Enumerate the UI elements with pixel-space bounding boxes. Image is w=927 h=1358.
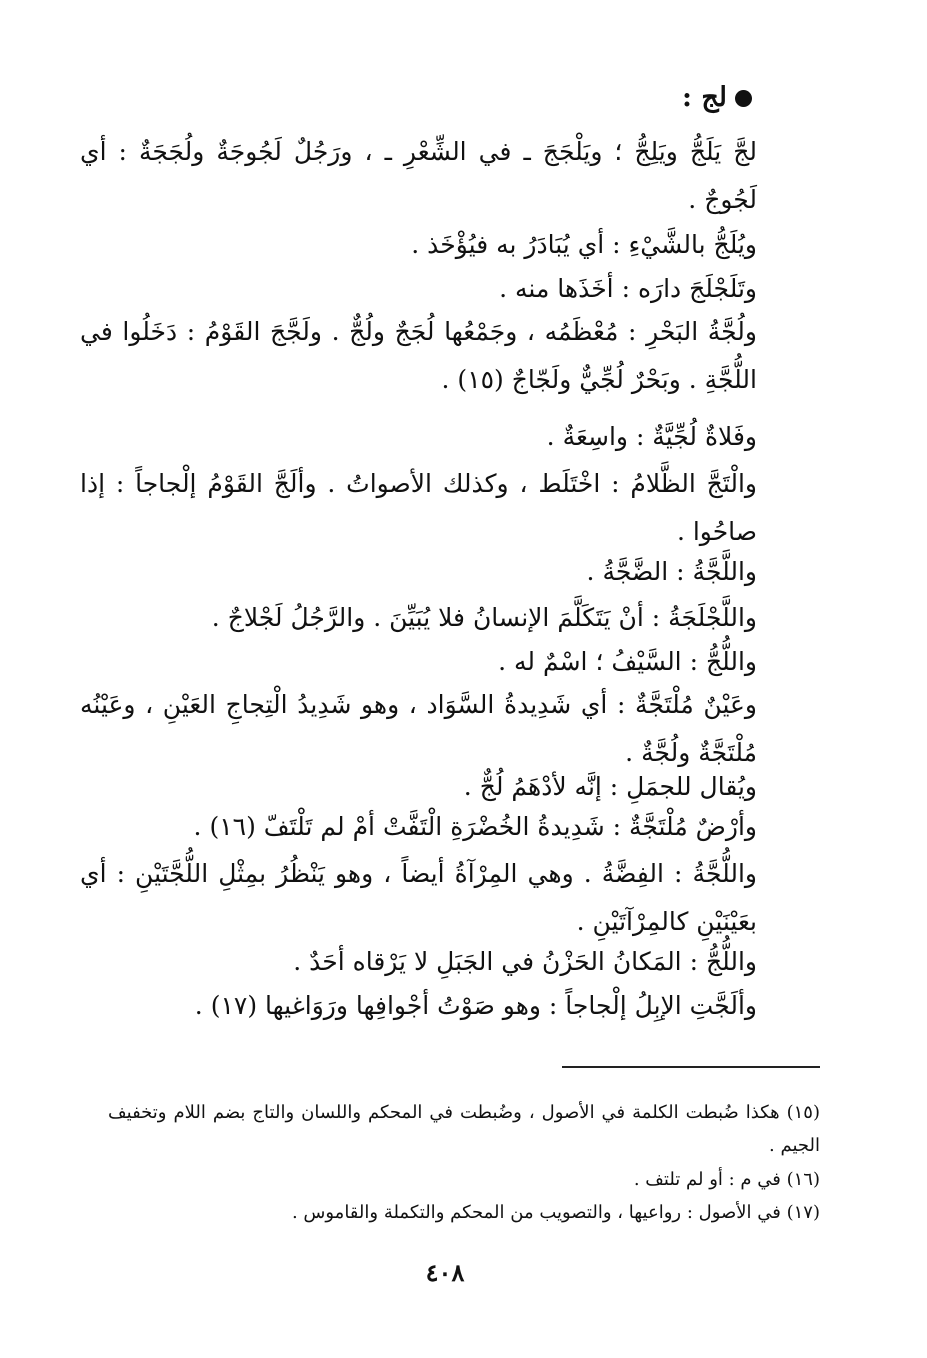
entry-heading [552, 82, 752, 113]
paragraph-15: وألَجَّتِ الإبِلُ إلْجاجاً : وهو صَوْتُ أجْوافِها ورَوَاغيها (١٧) . [194, 991, 757, 1020]
paragraph-12: وأرْضٌ مُلْتَجَّةٌ : شَدِيدةُ الخُضْرَةِ الْتَفَّتْ أمْ لم تَلْتَفّ (١٦) . [193, 812, 757, 841]
paragraph-13: واللُّجَّةُ : الفِضَّةُ . وهي المِرْآةُ أيضاً ، وهو يَنْظُرُ بمِثْلِ اللُّجَّتَيْنِ : أي بعَيْنَيْنِ كالمِرْآتَيْنِ . [80, 859, 757, 936]
page-number: ٤٠٨ [425, 1258, 465, 1287]
footnote-16: (١٦) في م : أو لم تلتف . [633, 1169, 820, 1190]
paragraph-8: واللَّجْلَجَةُ : أنْ يَتَكَلَّمَ الإنسانُ فلا يُبَيِّنَ . والرَّجُلُ لَجْلاجٌ . [211, 603, 757, 632]
paragraph-4: ولُجَّةُ البَحْرِ : مُعْظَمُه ، وجَمْعُها لُجَجٌ ولُجٌّ . ولَجَّجَ القَوْمُ : دَخَلُوا في اللُّجَّةِ . وبَحْرٌ لُجِّيٌّ ولَجّاجٌ (١٥) . [80, 317, 757, 394]
paragraph-7: واللَّجَّةُ : الضَّجَّةُ . [586, 557, 757, 586]
entry-heading-text: لج : [681, 82, 727, 113]
paragraph-10: وعَيْنٌ مُلْتَجَّةٌ : أي شَدِيدةُ السَّوَاد ، وهو شَدِيدُ الْتِجاجِ العَيْنِ ، وعَيْنُه مُلْتَجَّةٌ ولُجَّةٌ . [80, 690, 757, 767]
bullet-icon [735, 90, 752, 107]
footnote-15: (١٥) هكذا ضُبطت الكلمة في الأصول ، وضُبطت في المحكم واللسان والتاج بضم اللام وتخفيف الجيم . [108, 1102, 820, 1156]
paragraph-2: ويُلَجُّ بالشَّيْءِ : أي يُبَادَرُ به فيُؤْخَذ . [411, 230, 757, 259]
paragraph-9: واللُّجُّ : السَّيْفُ ؛ اسْمٌ له . [498, 647, 757, 676]
footnote-divider [562, 1066, 820, 1068]
footnote-17: (١٧) في الأصول : رواعيها ، والتصويب من المحكم والتكملة والقاموس . [291, 1202, 820, 1223]
paragraph-1: لجَّ يَلَجُّ ويَلِجُّ ؛ ويَلْجَجَ ـ في الشِّعْرِ ـ ، ورَجُلٌ لَجُوجَةٌ ولُجَجَةٌ : أي لَجُوجٌ . [80, 137, 757, 214]
paragraph-11: ويُقال للجمَلِ : إنَّه لأدْهَمُ لُجٌّ . [463, 772, 757, 801]
paragraph-14: واللُّجُّ : المَكانُ الحَزْنُ في الجَبَلِ لا يَرْقاه أحَدٌ . [293, 947, 757, 976]
paragraph-5: وفَلاةٌ لُجِّيَّةٌ : واسِعَةٌ . [546, 422, 757, 451]
paragraph-3: وتَلَجْلَجَ دارَه : أخَذَها منه . [499, 274, 757, 303]
paragraph-6: والْتَجَّ الظَّلامُ : اخْتَلَط ، وكذلك الأصواتُ . وألَجَّ القَوْمُ إلْجاجاً : إذا صاحُوا . [80, 469, 757, 546]
